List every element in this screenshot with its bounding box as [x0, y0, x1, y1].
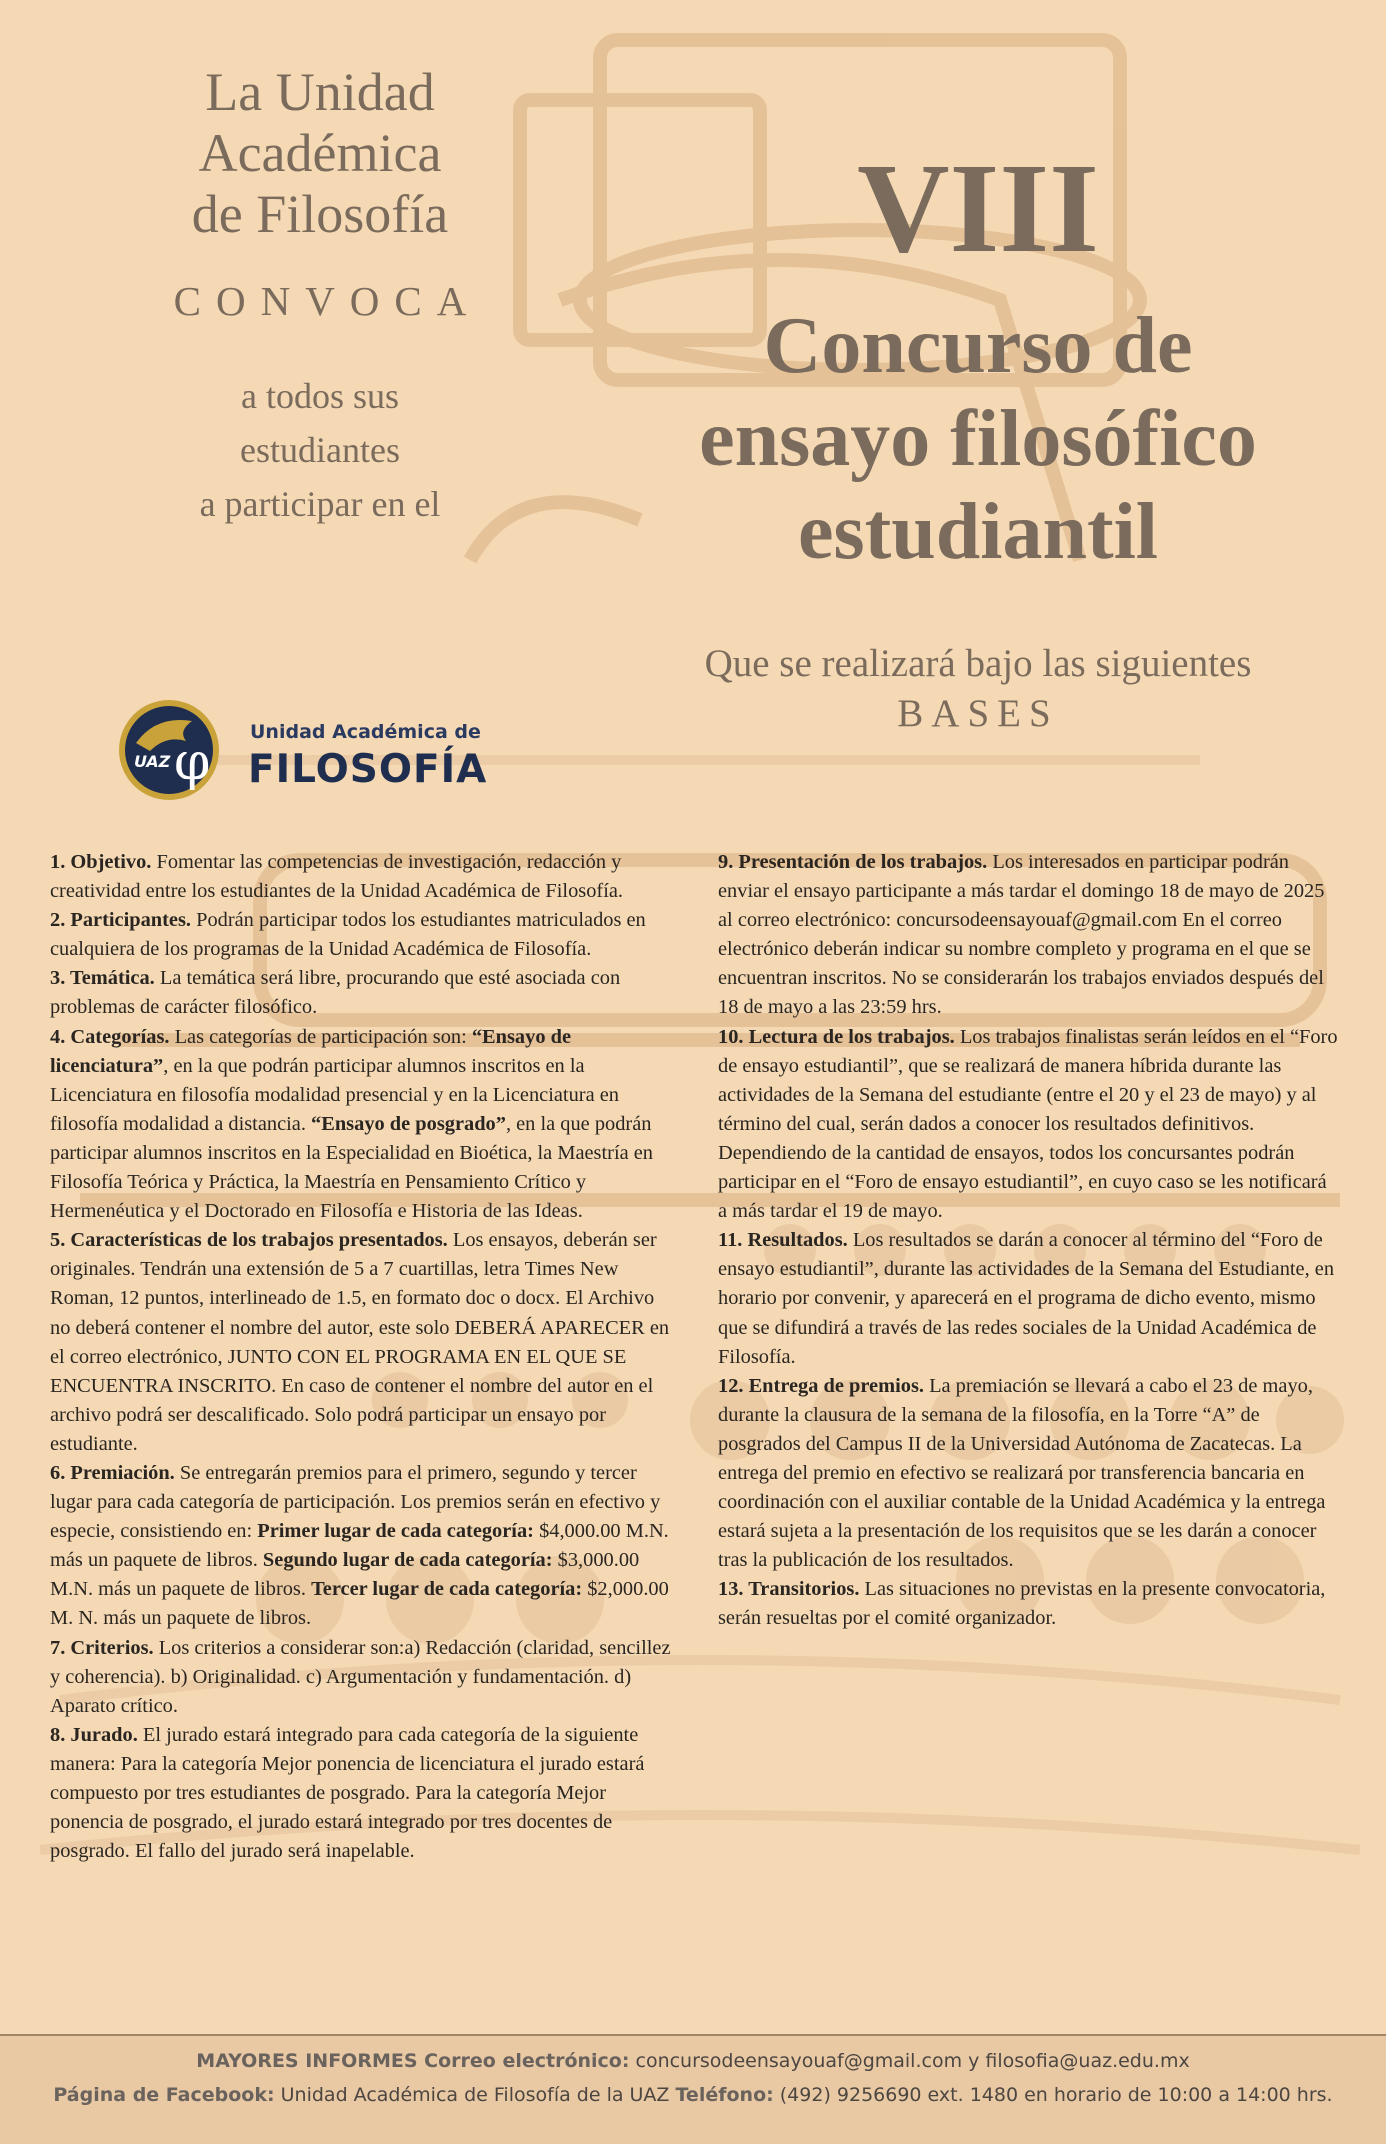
contact-emails[interactable]: concursodeensayouaf@gmail.com y filosofia@uaz.edu.mx [629, 2050, 1190, 2072]
contest-title: Concurso de ensayo filosófico estudiantil [699, 302, 1257, 576]
rule-transitorios: 13. Transitorios. Las situaciones no previstas en la presente convocatoria, serán resueltas por el comité organizador. [718, 1578, 1326, 1630]
facebook-page[interactable]: Unidad Académica de Filosofía de la UAZ [274, 2084, 676, 2106]
uaz-emblem-icon [116, 697, 244, 803]
phone-number: (492) 9256690 ext. 1480 en horario de 10:00 a 14:00 hrs. [773, 2084, 1333, 2106]
rule-resultados: 11. Resultados. Los resultados se darán a conocer al término del “Foro de ensayo estudiantil”, durante las actividades de la Semana del Estudiante, en horario por convenir, y aparecerá en el programa de dicho evento, mismo que se difundirá a través de las redes sociales de la Unidad Académica de Filosofía. [718, 1229, 1335, 1368]
rule-tematica: 3. Temática. La temática será libre, procurando que esté asociada con problemas de carácter filosófico. [50, 967, 621, 1019]
rules-column-right [718, 848, 1340, 1634]
institution-name: La Unidad Académica de Filosofía [191, 62, 449, 244]
bases-intro: Que se realizará bajo las siguientes [704, 642, 1252, 685]
convoca-label: CONVOCA [173, 278, 482, 324]
rule-presentacion: 9. Presentación de los trabajos. Los interesados en participar podrán enviar el ensayo participante a más tardar el domingo 18 de mayo de 2025 al correo electrónico: concursodeensayouaf@gmail.com En el correo electrónico deberán indicar su nombre completo y programa en el que se encuentran inscritos. No se considerarán los trabajos enviados después del 18 de mayo a las 23:59 hrs. [718, 851, 1325, 1019]
contact-footer [0, 2034, 1386, 2144]
rule-objetivo: 1. Objetivo. Fomentar las competencias de investigación, redacción y creatividad entre los estudiantes de la Unidad Académica de Filosofía. [50, 851, 624, 903]
rule-jurado: 8. Jurado. El jurado estará integrado para cada categoría de la siguiente manera: Para la categoría Mejor ponencia de licenciatura el jurado estará compuesto por tres estudiantes de posgrado. Para la categoría Mejor ponencia de posgrado, el jurado estará integrado por tres docentes de posgrado. El fallo del jurado será inapelable. [50, 1723, 645, 1863]
edition-number: VIII [857, 137, 1099, 279]
logo-subtitle: Unidad Académica de [250, 721, 481, 743]
rule-lectura: 10. Lectura de los trabajos. Los trabajos finalistas serán leídos en el “Foro de ensayo estudiantil”, que se realizará de manera híbrida durante las actividades de la Semana del estudiante (entre el 20 y el 23 de mayo) y al término del cual, serán dados a conocer los resultados definitivos. Dependiendo de la cantidad de ensayos, todos los concursantes podrán participar en el “Foro de ensayo estudiantil”, en cuyo caso se les notificará a más tardar el 19 de mayo. [718, 1025, 1338, 1223]
rule-categorias: 4. Categorías. Las categorías de participación son: “Ensayo de licenciatura”, en la que podrán participar alumnos inscritos en la Licenciatura en filosofía modalidad presencial y en la Licenciatura en filosofía modalidad a distancia. “Ensayo de posgrado”, en la que podrán participar alumnos inscritos en la Especialidad en Bioética, la Maestría en Filosofía Teórica y Práctica, la Maestría en Pensamiento Crítico y Hermenéutica y el Doctorado en Filosofía e Historia de las Ideas. [50, 1025, 654, 1223]
faculty-logo [116, 697, 496, 803]
invitation-text: a todos sus estudiantes a participar en el [199, 376, 441, 524]
footer-email-line: MAYORES INFORMES Correo electrónico: concursodeensayouaf@gmail.com y filosofia@uaz.edu.mx [196, 2050, 1190, 2072]
right-heading [600, 138, 1356, 739]
rule-caracteristicas: 5. Características de los trabajos presentados. Los ensayos, deberán ser originales. Tendrán una extensión de 5 a 7 cuartillas, letra Times New Roman, 12 puntos, interlineado de 1.5, en formato doc o docx. El Archivo no deberá contener el nombre del autor, este solo DEBERÁ APARECER en el correo electrónico, JUNTO CON EL PROGRAMA EN EL QUE SE ENCUENTRA INSCRITO. En caso de contener el nombre del autor en el archivo podrá ser descalificado. Solo podrá participar un ensayo por estudiante. [50, 1229, 670, 1455]
svg-text:UAZ: UAZ [134, 752, 171, 771]
rules-column-left [50, 848, 672, 1866]
svg-text:φ: φ [174, 732, 211, 792]
left-heading [100, 62, 540, 531]
rule-criterios: 7. Criterios. Los criterios a considerar son:a) Redacción (claridad, sencillez y coherencia). b) Originalidad. c) Argumentación y fundamentación. d) Aparato crítico. [50, 1636, 671, 1717]
rule-premiacion: 6. Premiación. Se entregarán premios para el primero, segundo y tercer lugar para cada categoría de participación. Los premios serán en efectivo y especie, consistiendo en: Primer lugar de cada categoría: $4,000.00 M.N. más un paquete de libros. Segundo lugar de cada categoría: $3,000.00 M.N. más un paquete de libros. Tercer lugar de cada categoría: $2,000.00 M. N. más un paquete de libros. [50, 1461, 669, 1630]
footer-social-line: Página de Facebook: Unidad Académica de Filosofía de la UAZ Teléfono: (492) 9256690 ext. 1480 en horario de 10:00 a 14:00 hrs. [53, 2084, 1333, 2106]
rule-participantes: 2. Participantes. Podrán participar todos los estudiantes matriculados en cualquiera de los programas de la Unidad Académica de Filosofía. [50, 909, 646, 961]
bases-heading: BASES [897, 692, 1059, 735]
rule-entrega: 12. Entrega de premios. La premiación se llevará a cabo el 23 de mayo, durante la clausura de la semana de la filosofía, en la Torre “A” de posgrados del Campus II de la Universidad Autónoma de Zacatecas. La entrega del premio en efectivo se realizará por transferencia bancaria en coordinación con el auxiliar contable de la Unidad Académica y la entrega estará sujeta a la presentación de los requisitos que se les darán a conocer tras la publicación de los resultados. [718, 1374, 1326, 1572]
logo-title: FILOSOFÍA [248, 747, 488, 792]
